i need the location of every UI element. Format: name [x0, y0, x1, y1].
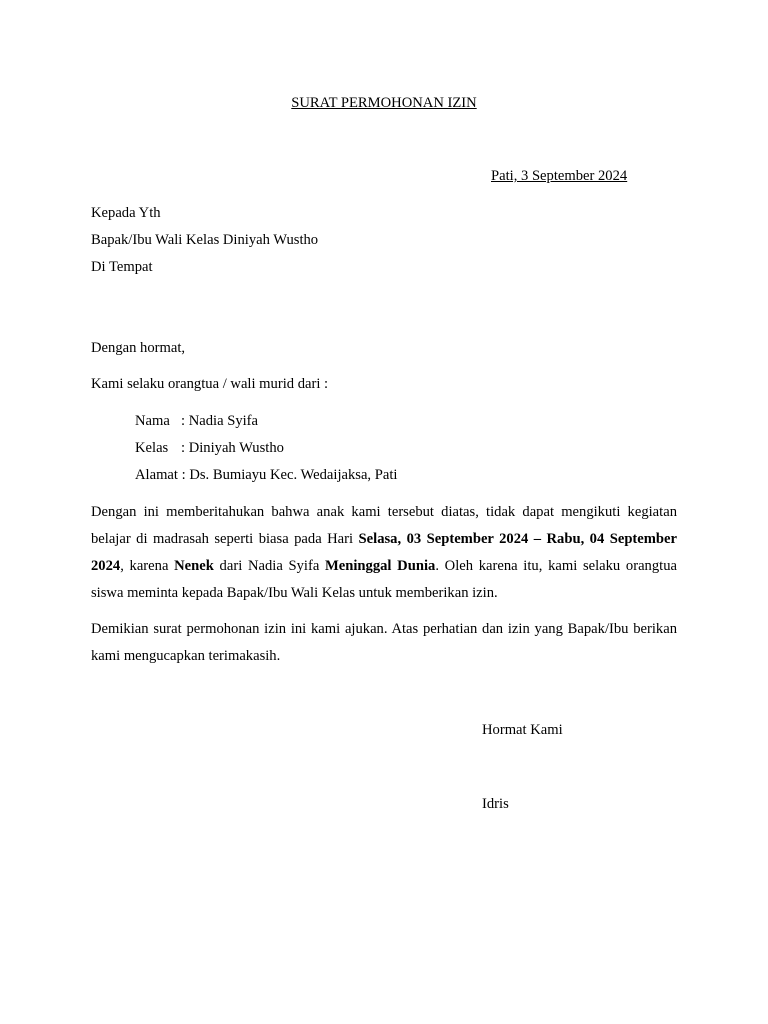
body-p1-text-a: Dengan ini memberitahukan bahwa anak kami tersebut diatas, tidak dapat mengikuti kegiatan belajar di madrasah seperti biasa pada Hari — [91, 504, 677, 547]
recipient-line-3: Di Tempat — [91, 259, 153, 275]
body-p1-text-b: , karena — [120, 558, 175, 574]
body-p1-text-d: . Oleh karena itu, kami selaku orangtua siswa meminta kepada Bapak/Ibu Wali Kelas untuk memberikan izin. — [91, 558, 677, 601]
body-paragraph-1 — [91, 499, 677, 607]
letter-title: SURAT PERMOHONAN IZIN — [291, 95, 477, 111]
body-p1-reason: Meninggal Dunia — [325, 558, 436, 574]
closing: Hormat Kami — [482, 722, 563, 738]
student-name-row — [135, 414, 258, 429]
student-class-row — [135, 441, 284, 456]
body-p1-relative: Nenek — [174, 558, 214, 574]
student-class-value: : Diniyah Wustho — [181, 440, 284, 456]
body-p1-text-c: dari Nadia Syifa — [213, 558, 325, 574]
signer-name: Idris — [482, 796, 509, 812]
recipient-line-1: Kepada Yth — [91, 205, 161, 221]
student-name-value: : Nadia Syifa — [181, 413, 259, 429]
student-address-value: : Ds. Bumiayu Kec. Wedaijaksa, Pati — [181, 467, 398, 483]
student-address-label: Alamat — [135, 467, 178, 483]
recipient-line-2: Bapak/Ibu Wali Kelas Diniyah Wustho — [91, 232, 319, 248]
student-class-label: Kelas — [135, 440, 169, 456]
student-address-row — [135, 468, 397, 483]
body-p1-dates: Selasa, 03 September 2024 – Rabu, 04 September 2024 — [91, 531, 677, 574]
student-name-label: Nama — [135, 413, 170, 429]
salutation: Dengan hormat, — [91, 340, 186, 356]
intro-line: Kami selaku orangtua / wali murid dari : — [91, 376, 329, 392]
letter-date: Pati, 3 September 2024 — [491, 168, 628, 184]
body-paragraph-2: Demikian surat permohonan izin ini kami ajukan. Atas perhatian dan izin yang Bapak/Ibu berikan kami mengucapkan terimakasih. — [91, 621, 677, 664]
